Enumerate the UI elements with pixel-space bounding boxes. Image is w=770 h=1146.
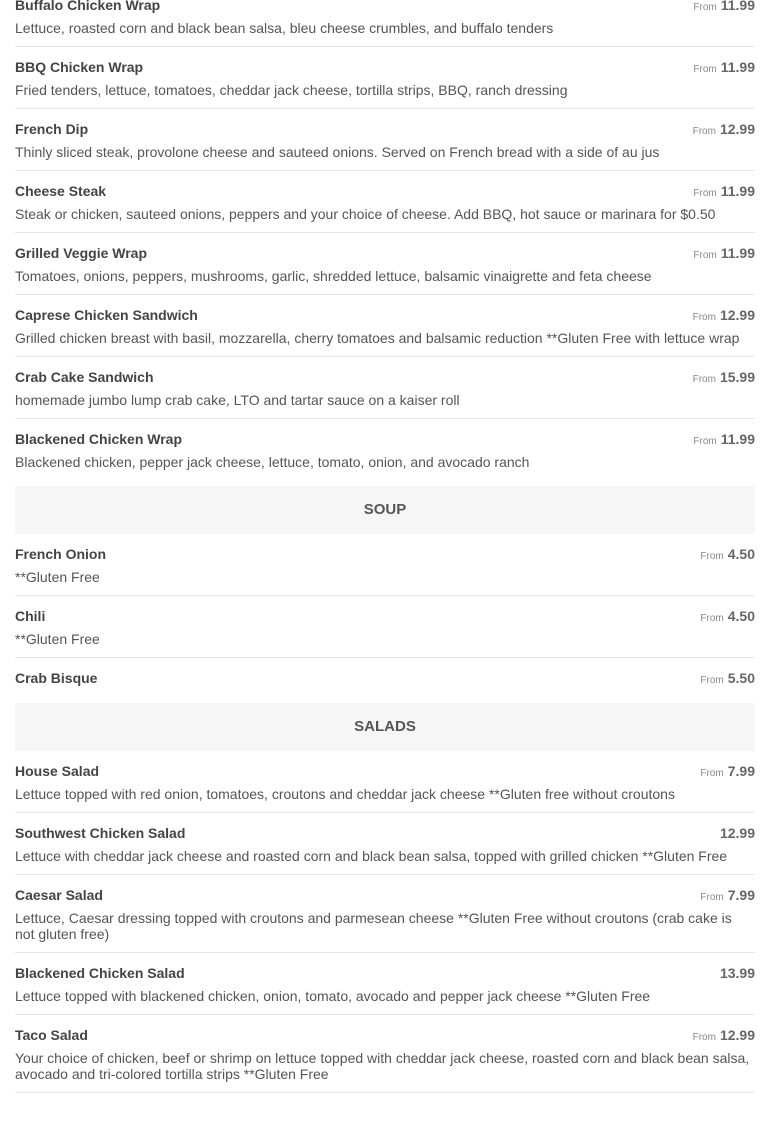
- item-name: Blackened Chicken Wrap: [15, 431, 183, 447]
- menu-item-blackened-chicken-salad[interactable]: [15, 953, 755, 1015]
- item-price: [693, 245, 755, 264]
- price-from-label: From: [700, 613, 724, 624]
- price-value: 11.99: [720, 183, 755, 199]
- item-description: **Gluten Free: [15, 569, 100, 585]
- item-name: French Onion: [15, 546, 106, 562]
- menu-list: [15, 0, 755, 1093]
- menu-item-cheese-steak[interactable]: [15, 171, 755, 233]
- section-header-salads: SALADS: [15, 703, 755, 751]
- menu-item-buffalo-chicken-wrap[interactable]: [15, 0, 755, 47]
- item-price: [693, 121, 755, 140]
- price-value: 12.99: [719, 307, 755, 323]
- price-value: 11.99: [720, 431, 755, 447]
- price-value: 4.50: [727, 546, 755, 562]
- menu-item-taco-salad[interactable]: [15, 1015, 755, 1093]
- item-description: Your choice of chicken, beef or shrimp on lettuce topped with cheddar jack cheese, roasted corn and black bean salsa, avocado and tri-colored tortilla strips **Gluten Free: [15, 1050, 750, 1082]
- price-from-label: From: [700, 892, 724, 903]
- menu-item-french-dip[interactable]: [15, 109, 755, 171]
- price-from-label: From: [693, 64, 717, 75]
- price-value: 5.50: [727, 670, 755, 686]
- price-value: 7.99: [727, 887, 755, 903]
- item-description: Lettuce topped with blackened chicken, onion, tomato, avocado and pepper jack cheese **Gluten Free: [15, 988, 651, 1004]
- menu-item-caesar-salad[interactable]: [15, 875, 755, 953]
- price-value: 15.99: [719, 369, 755, 385]
- menu-item-grilled-veggie-wrap[interactable]: [15, 233, 755, 295]
- item-price: [693, 59, 755, 78]
- item-name: French Dip: [15, 121, 89, 137]
- price-value: 12.99: [719, 121, 755, 137]
- item-description: Lettuce, roasted corn and black bean salsa, bleu cheese crumbles, and buffalo tenders: [15, 20, 554, 36]
- salads-section: [15, 751, 755, 1093]
- item-price: [700, 608, 755, 627]
- item-description: **Gluten Free: [15, 631, 100, 647]
- price-from-label: From: [700, 551, 724, 562]
- price-from-label: From: [692, 1032, 716, 1043]
- item-name: House Salad: [15, 763, 100, 779]
- item-price: [700, 546, 755, 565]
- item-name: Caesar Salad: [15, 887, 103, 903]
- price-from-label: From: [692, 312, 716, 323]
- item-name: Chili: [15, 608, 46, 624]
- item-description: Tomatoes, onions, peppers, mushrooms, garlic, shredded lettuce, balsamic vinaigrette and feta cheese: [15, 268, 652, 284]
- price-from-label: From: [693, 250, 717, 261]
- price-value: 13.99: [719, 965, 755, 981]
- item-price: [693, 0, 755, 16]
- menu-item-caprese-chicken-sandwich[interactable]: [15, 295, 755, 357]
- item-description: Blackened chicken, pepper jack cheese, lettuce, tomato, onion, and avocado ranch: [15, 454, 530, 470]
- price-value: 7.99: [727, 763, 755, 779]
- item-description: Lettuce, Caesar dressing topped with croutons and parmesean cheese **Gluten Free without croutons (crab cake is not gluten free): [15, 910, 732, 942]
- item-description: homemade jumbo lump crab cake, LTO and tartar sauce on a kaiser roll: [15, 392, 460, 408]
- item-description: Fried tenders, lettuce, tomatoes, cheddar jack cheese, tortilla strips, BBQ, ranch dressing: [15, 82, 568, 98]
- item-description: Grilled chicken breast with basil, mozzarella, cherry tomatoes and balsamic reduction **Gluten Free with lettuce wrap: [15, 330, 740, 346]
- menu-item-chili[interactable]: [15, 596, 755, 658]
- item-name: Southwest Chicken Salad: [15, 825, 186, 841]
- soup-section: [15, 534, 755, 697]
- price-from-label: From: [692, 374, 716, 385]
- price-value: 4.50: [727, 608, 755, 624]
- item-price: [693, 183, 755, 202]
- item-price: [720, 825, 755, 842]
- item-price: [693, 369, 755, 388]
- item-description: Lettuce topped with red onion, tomatoes, croutons and cheddar jack cheese **Gluten free without croutons: [15, 786, 675, 802]
- price-from-label: From: [692, 126, 716, 137]
- menu-item-southwest-chicken-salad[interactable]: [15, 813, 755, 875]
- item-name: BBQ Chicken Wrap: [15, 59, 144, 75]
- price-value: 12.99: [719, 825, 755, 841]
- item-name: Blackened Chicken Salad: [15, 965, 185, 981]
- item-name: Crab Bisque: [15, 670, 98, 686]
- item-name: Cheese Steak: [15, 183, 107, 199]
- menu-item-french-onion[interactable]: [15, 534, 755, 596]
- price-value: 11.99: [720, 0, 755, 13]
- section-header-soup: SOUP: [15, 486, 755, 534]
- price-from-label: From: [693, 188, 717, 199]
- menu-item-blackened-chicken-wrap[interactable]: [15, 419, 755, 480]
- item-description: Lettuce with cheddar jack cheese and roasted corn and black bean salsa, topped with grilled chicken **Gluten Free: [15, 848, 728, 864]
- item-name: Grilled Veggie Wrap: [15, 245, 148, 261]
- item-price: [700, 887, 755, 906]
- item-price: [693, 431, 755, 450]
- item-price: [700, 763, 755, 782]
- item-price: [700, 670, 755, 689]
- item-name: Caprese Chicken Sandwich: [15, 307, 198, 323]
- item-name: Crab Cake Sandwich: [15, 369, 154, 385]
- item-price: [693, 1027, 755, 1046]
- item-description: Thinly sliced steak, provolone cheese and sauteed onions. Served on French bread with a side of au jus: [15, 144, 660, 160]
- menu-item-house-salad[interactable]: [15, 751, 755, 813]
- menu-item-crab-bisque[interactable]: [15, 658, 755, 697]
- price-from-label: From: [700, 675, 724, 686]
- item-price: [720, 965, 755, 982]
- price-from-label: From: [700, 768, 724, 779]
- item-name: Buffalo Chicken Wrap: [15, 0, 161, 13]
- price-value: 11.99: [720, 245, 755, 261]
- price-value: 12.99: [719, 1027, 755, 1043]
- item-description: Steak or chicken, sauteed onions, peppers and your choice of cheese. Add BBQ, hot sauce or marinara for $0.50: [15, 206, 716, 222]
- price-value: 11.99: [720, 59, 755, 75]
- price-from-label: From: [693, 436, 717, 447]
- item-name: Taco Salad: [15, 1027, 88, 1043]
- menu-item-crab-cake-sandwich[interactable]: [15, 357, 755, 419]
- menu-item-bbq-chicken-wrap[interactable]: [15, 47, 755, 109]
- item-price: [693, 307, 755, 326]
- sandwiches-section: [15, 0, 755, 480]
- price-from-label: From: [693, 2, 717, 13]
